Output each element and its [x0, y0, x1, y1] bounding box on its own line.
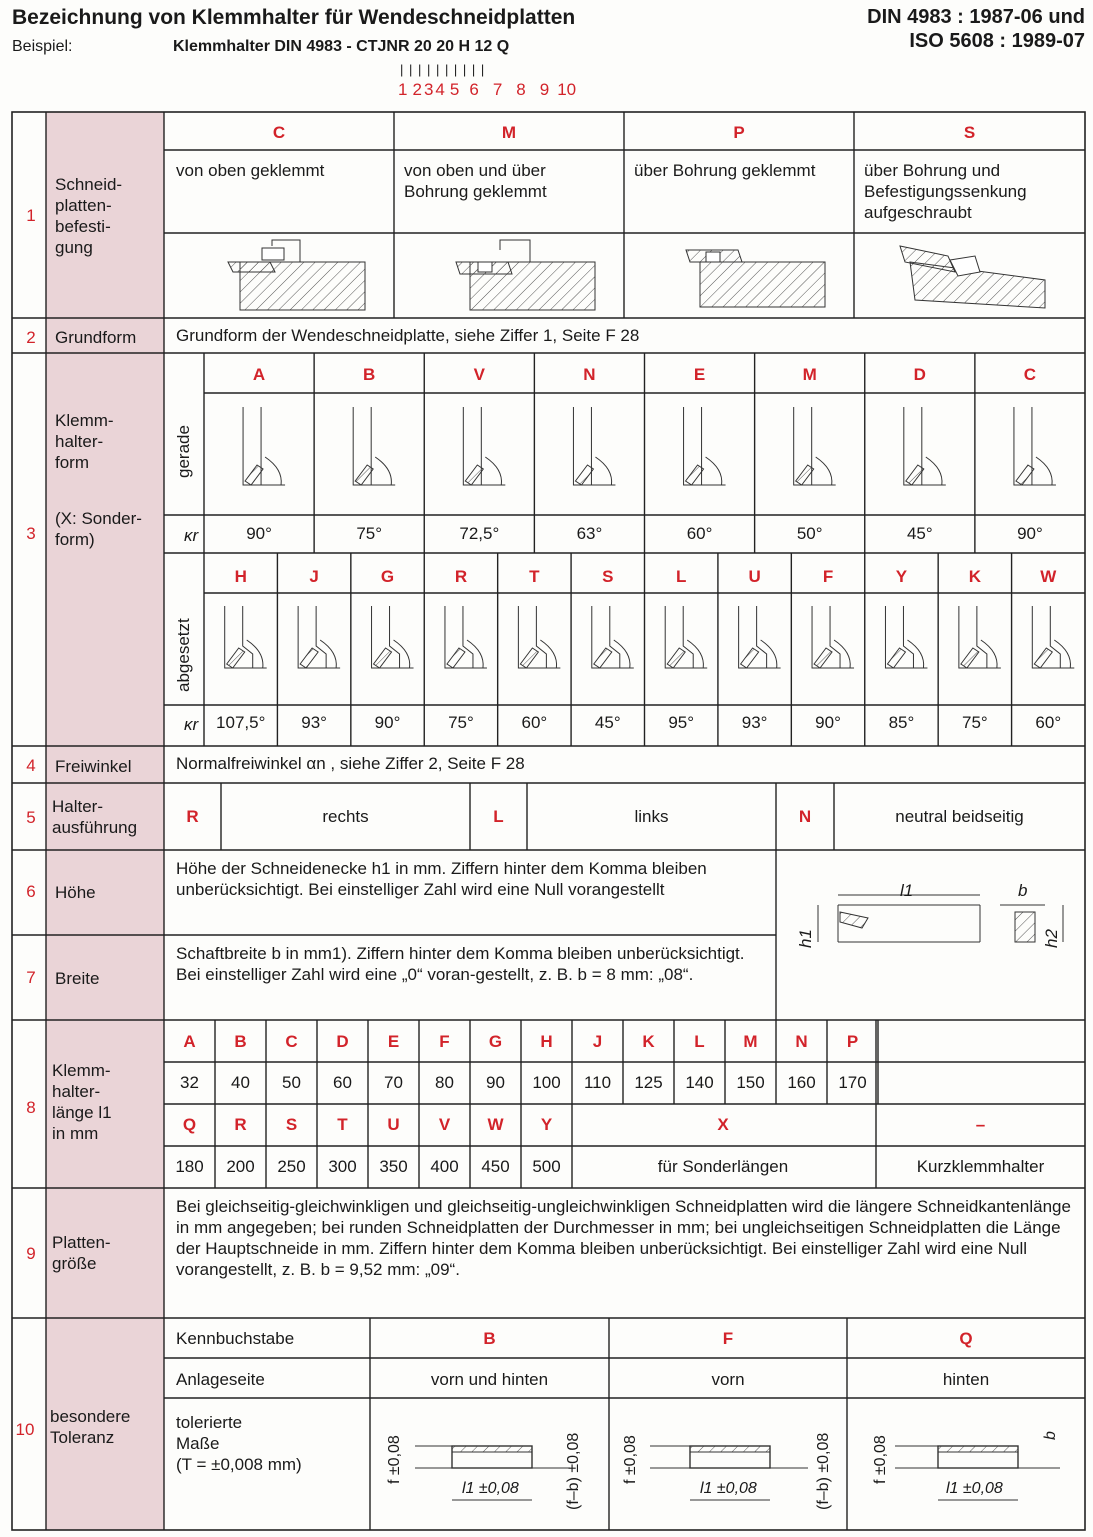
code-cell: M	[802, 365, 817, 384]
code-cell: J	[309, 567, 319, 586]
option-code: L	[493, 807, 504, 826]
code-cell: Y	[895, 567, 908, 586]
length-value: 450	[481, 1157, 510, 1176]
holder-sketch	[684, 407, 726, 485]
example-value: Klemmhalter DIN 4983 - CTJNR 20 20 H 12 Q	[173, 38, 510, 55]
holder-sketch	[243, 407, 285, 485]
holder-sketch	[739, 606, 781, 668]
angle-cell: 60°	[1035, 713, 1062, 732]
option-code: N	[798, 807, 812, 826]
code-cell: U	[748, 567, 761, 586]
length-code: R	[234, 1115, 247, 1134]
gerade-label: gerade	[174, 425, 193, 478]
length-code: F	[439, 1032, 450, 1051]
row-text: Normalfreiwinkel αn , siehe Ziffer 2, Seite F 28	[176, 754, 525, 773]
length-value: 50	[282, 1073, 301, 1092]
holder-sketch	[298, 606, 340, 668]
code-cell: W	[1040, 567, 1057, 586]
option-code: M	[501, 123, 517, 142]
dash-code: –	[975, 1115, 986, 1134]
angle-cell: 90°	[1017, 524, 1043, 543]
angle-cell: 93°	[301, 713, 327, 732]
code-cell: F	[822, 567, 834, 586]
code-cell: N	[583, 365, 596, 384]
row-label: Grundform	[55, 328, 137, 347]
length-code: D	[336, 1032, 349, 1051]
option-side: vorn und hinten	[430, 1370, 549, 1389]
row-number: 3	[26, 524, 36, 543]
length-code: M	[743, 1032, 758, 1051]
holder-sketch	[794, 407, 836, 485]
length-value: 60	[333, 1073, 352, 1092]
x-text: für Sonderlängen	[657, 1157, 789, 1176]
digit: 9	[539, 80, 550, 99]
angle-cell: 90°	[815, 713, 841, 732]
digit: 6	[469, 80, 479, 99]
row-number: 6	[26, 882, 36, 901]
dim-fb-label: (f–b) ±0,08	[565, 1432, 582, 1510]
dim-fb-label: (f–b) ±0,08	[815, 1432, 832, 1510]
row-label: Freiwinkel	[55, 757, 132, 776]
option-side: hinten	[942, 1370, 990, 1389]
code-cell: S	[602, 567, 614, 586]
row-number: 5	[26, 808, 36, 827]
clamp-sketch-s	[900, 246, 1045, 308]
kr-symbol: κr	[184, 715, 199, 734]
row-text: Grundform der Wendeschneidplatte, siehe Ziffer 1, Seite F 28	[176, 326, 640, 345]
option-text: links	[634, 807, 669, 826]
option-code: C	[272, 123, 286, 142]
row-text: Schaftbreite b in mm1). Ziffern hinter dem Komma bleiben unberücksichtigt. Bei einstelliger Zahl wird eine „0“ voran-gestellt, z. B. b = 8 mm: „08“.	[176, 944, 745, 984]
row-number: 8	[26, 1098, 36, 1117]
angle-cell: 60°	[686, 524, 713, 543]
row-label: Klemm- halter- form	[55, 411, 114, 472]
dim-f-label: f ±0,08	[622, 1435, 639, 1484]
row-number: 2	[26, 328, 36, 347]
length-code: K	[642, 1032, 655, 1051]
digit: 1	[398, 80, 408, 99]
length-value: 160	[787, 1073, 816, 1092]
length-code: W	[487, 1115, 504, 1134]
angle-cell: 95°	[668, 713, 695, 732]
holder-sketch	[353, 407, 395, 485]
length-value: 100	[532, 1073, 561, 1092]
row-number: 7	[26, 968, 36, 987]
code-cell: L	[676, 567, 687, 586]
kr-symbol: κr	[184, 526, 199, 545]
angle-cell: 93°	[741, 713, 768, 732]
holder-sketch	[904, 407, 946, 485]
length-code: Y	[540, 1115, 553, 1134]
dim-h1: h1	[795, 929, 815, 948]
holder-sketch	[812, 606, 854, 668]
length-value: 170	[838, 1073, 867, 1092]
option-code: Q	[959, 1329, 973, 1348]
dim-h2: h2	[1041, 929, 1061, 948]
length-code: E	[387, 1032, 400, 1051]
row-number: 4	[26, 756, 36, 775]
digit: 10	[557, 80, 577, 99]
holder-sketch	[463, 407, 505, 485]
row-number: 9	[26, 1244, 36, 1263]
row-label: besondere Toleranz	[50, 1407, 131, 1447]
holder-sketch	[518, 606, 560, 668]
digit: 3	[423, 80, 434, 99]
length-code: L	[694, 1032, 705, 1051]
length-value: 300	[328, 1157, 357, 1176]
angle-cell: 107,5°	[216, 713, 266, 732]
dim-f-label: f ±0,08	[386, 1435, 403, 1484]
length-code: A	[183, 1032, 196, 1051]
row-label: Höhe	[55, 883, 96, 902]
row-label: Breite	[55, 969, 100, 988]
length-code: S	[285, 1115, 298, 1134]
angle-cell: 90°	[374, 713, 401, 732]
option-code: S	[963, 123, 976, 142]
holder-sketch	[885, 606, 927, 668]
clamp-sketch-p	[686, 250, 825, 307]
length-code: Q	[182, 1115, 197, 1134]
code-cell: T	[529, 567, 540, 586]
option-text: über Bohrung geklemmt	[634, 161, 816, 180]
digit-ticks: | | | | | | | | | |	[400, 62, 486, 77]
digit: 8	[516, 80, 526, 99]
length-value: 110	[583, 1073, 612, 1092]
option-text: von oben geklemmt	[176, 161, 325, 180]
holder-sketch	[665, 606, 707, 668]
option-code: R	[186, 807, 199, 826]
anlage-label: Anlageseite	[176, 1370, 265, 1389]
length-code: H	[540, 1032, 553, 1051]
standard-line-2: ISO 5608 : 1989-07	[909, 30, 1085, 52]
length-code: B	[234, 1032, 247, 1051]
row-note: (X: Sonder- form)	[55, 509, 142, 549]
option-code: F	[722, 1329, 734, 1348]
dim-l1-label: l1 ±0,08	[946, 1480, 1003, 1497]
x-code: X	[717, 1115, 729, 1134]
length-value: 80	[435, 1073, 454, 1092]
length-value: 350	[379, 1157, 408, 1176]
dim-l1-label: l1 ±0,08	[462, 1480, 519, 1497]
digit: 7	[492, 80, 503, 99]
row-text: Bei gleichseitig-gleichwinkligen und gleichseitig-ungleichwinkligen Schneidplatten wird die längere Schneidkantenlänge in mm angegeben; bei runden Schneidplatten der Durchmesser in mm; bei ungleichseitigen Schneidplatten die Länge der Hauptschneide in mm. Ziffern hinter dem Komma bleiben unberücksichtigt. Bei einstelliger Zahl wird eine Null vorangestellt, z. B. b = 9,52 mm: „09“.	[176, 1197, 1071, 1279]
length-code: G	[488, 1032, 503, 1051]
length-value: 250	[277, 1157, 306, 1176]
standard-line-1: DIN 4983 : 1987-06 und	[867, 6, 1085, 28]
row-label: Klemm- halter- länge l1 in mm	[52, 1061, 112, 1143]
clamp-sketch-c	[228, 240, 365, 310]
code-cell: G	[380, 567, 395, 586]
length-value: 150	[736, 1073, 765, 1092]
code-cell: K	[968, 567, 981, 586]
length-code: J	[592, 1032, 603, 1051]
digit: 4	[435, 80, 445, 99]
angle-cell: 75°	[356, 524, 383, 543]
dim-l1: l1	[900, 881, 914, 900]
holder-sketch	[445, 606, 487, 668]
option-text: von oben und über Bohrung geklemmt	[404, 161, 547, 201]
angle-cell: 63°	[576, 524, 603, 543]
row-number: 1	[26, 206, 36, 225]
length-value: 180	[175, 1157, 204, 1176]
length-code: P	[846, 1032, 859, 1051]
row-text: Höhe der Schneidenecke h1 in mm. Ziffern hinter dem Komma bleiben unberücksichtigt. Bei einstelliger Zahl wird eine Null vorangestellt	[176, 859, 707, 899]
code-cell: C	[1023, 365, 1037, 384]
holder-sketch	[1032, 606, 1074, 668]
code-cell: V	[473, 365, 485, 384]
length-value: 40	[231, 1073, 250, 1092]
code-cell: E	[693, 365, 706, 384]
length-code: N	[795, 1032, 808, 1051]
length-value: 140	[685, 1073, 714, 1092]
header	[0, 0, 1093, 108]
tol-label: tolerierte Maße (T = ±0,008 mm)	[176, 1413, 302, 1474]
digit-markers	[398, 80, 581, 100]
holder-sketch	[1014, 407, 1056, 485]
length-value: 125	[634, 1073, 663, 1092]
length-code: U	[387, 1115, 400, 1134]
holder-sketch	[372, 606, 414, 668]
length-value: 200	[226, 1157, 255, 1176]
digit: 5	[449, 80, 460, 99]
angle-cell: 60°	[521, 713, 548, 732]
holder-sketch	[959, 606, 1001, 668]
dim-b: b	[1018, 881, 1028, 900]
code-cell: R	[454, 567, 468, 586]
dimension-sketch	[818, 895, 1063, 942]
angle-cell: 72,5°	[459, 524, 500, 543]
code-cell: B	[363, 365, 376, 384]
option-side: vorn	[711, 1370, 745, 1389]
row-number: 10	[15, 1420, 35, 1439]
length-value: 32	[180, 1073, 199, 1092]
length-code: V	[438, 1115, 451, 1134]
dim-l1-label: l1 ±0,08	[700, 1480, 757, 1497]
angle-cell: 90°	[246, 524, 272, 543]
angle-cell: 45°	[594, 713, 621, 732]
angle-cell: 45°	[906, 524, 933, 543]
abgesetzt-label: abgesetzt	[174, 618, 193, 692]
option-text: rechts	[322, 807, 369, 826]
angle-cell: 50°	[796, 524, 823, 543]
holder-sketch	[573, 407, 615, 485]
length-value: 400	[430, 1157, 459, 1176]
option-text: über Bohrung und Befestigungssenkung aufgeschraubt	[864, 161, 1027, 222]
angle-cell: 75°	[448, 713, 474, 732]
digit: 2	[412, 80, 422, 99]
length-value: 500	[532, 1157, 561, 1176]
holder-sketch	[592, 606, 634, 668]
option-text: neutral beidseitig	[895, 807, 1024, 826]
code-cell: D	[913, 365, 926, 384]
option-code: P	[733, 123, 745, 142]
angle-cell: 75°	[962, 713, 988, 732]
clamp-sketch-m	[456, 240, 595, 310]
page-title: Bezeichnung von Klemmhalter für Wendeschneidplatten	[12, 6, 576, 29]
kenn-label: Kennbuchstabe	[176, 1329, 295, 1348]
length-code: C	[285, 1032, 298, 1051]
code-cell: A	[252, 365, 266, 384]
code-cell: H	[234, 567, 247, 586]
length-value: 90	[486, 1073, 505, 1092]
dash-text: Kurzklemmhalter	[916, 1157, 1045, 1176]
option-code: B	[483, 1329, 496, 1348]
example-label: Beispiel:	[12, 38, 73, 55]
row-label: Halter- ausführung	[52, 797, 138, 837]
length-code: T	[337, 1115, 348, 1134]
length-value: 70	[384, 1073, 403, 1092]
holder-sketch	[225, 606, 267, 668]
row-label: Schneid- platten- befesti- gung	[55, 175, 123, 257]
dim-f-label: f ±0,08	[872, 1435, 889, 1484]
dim-b-label: b	[1042, 1431, 1059, 1440]
row-label: Platten- größe	[52, 1233, 111, 1273]
angle-cell: 85°	[888, 713, 915, 732]
